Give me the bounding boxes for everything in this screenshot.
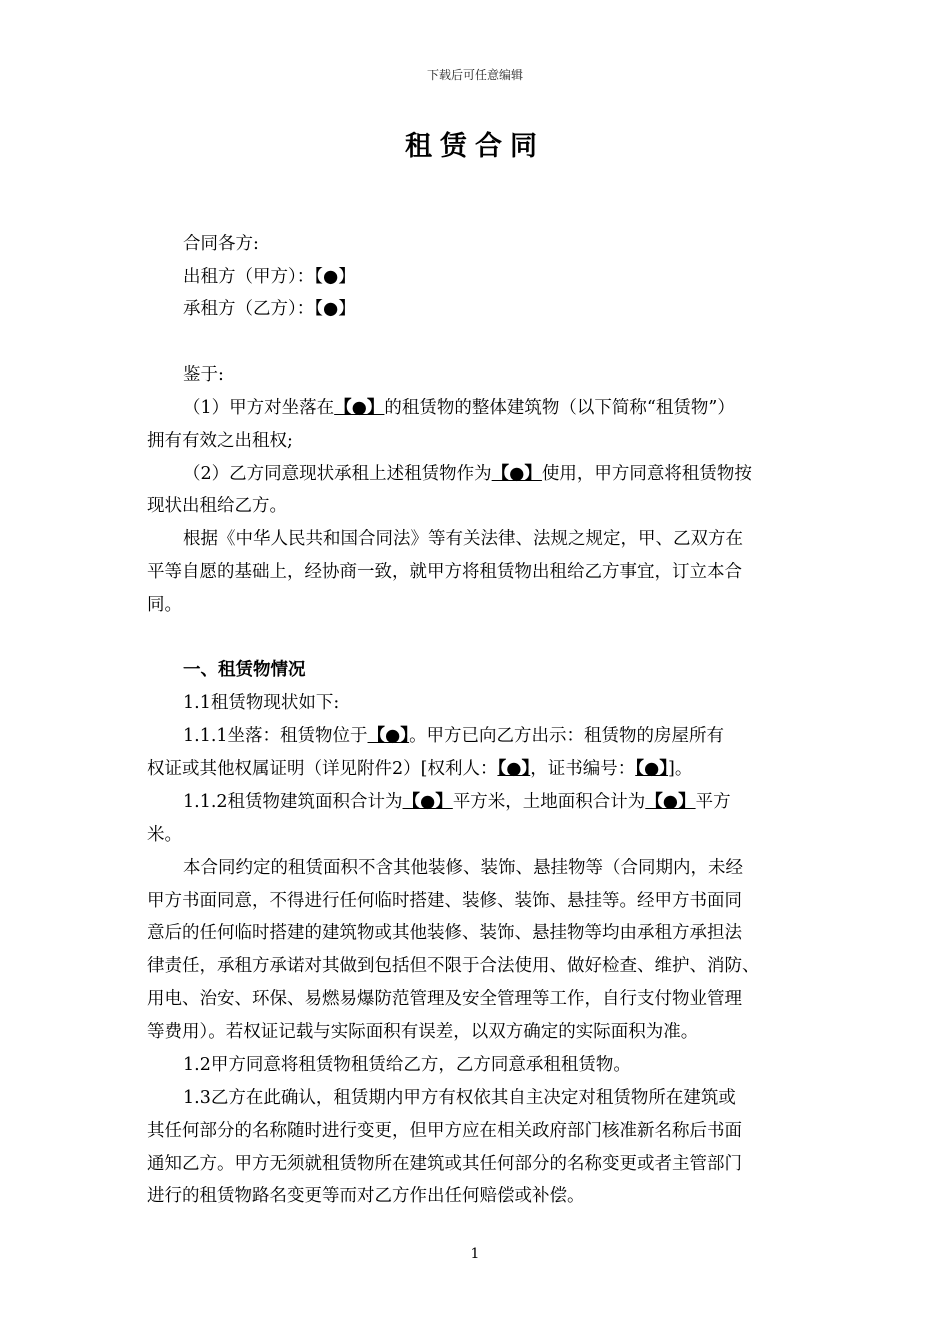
area-para-line: 甲方书面同意，不得进行任何临时搭建、装修、装饰、悬挂等。经甲方书面同 bbox=[147, 891, 742, 911]
recital-3-line-2: 平等自愿的基础上，经协商一致，就甲方将租赁物出租给乙方事宜，订立本合 bbox=[147, 562, 742, 582]
recital-3-line-3: 同。 bbox=[147, 595, 182, 615]
recital-1-line-1: （1）甲方对坐落在【●】的租赁物的整体建筑物（以下简称“租赁物”） bbox=[183, 398, 735, 418]
clause-1-1-1-line-2: 权证或其他权属证明（详见附件2）[权利人：【●】，证书编号：【●】]。 bbox=[147, 759, 693, 779]
page-number: 1 bbox=[470, 1246, 480, 1262]
clause-1-3-line: 其任何部分的名称随时进行变更，但甲方应在相关政府部门核准新名称后书面 bbox=[147, 1121, 742, 1141]
recitals-heading: 鉴于: bbox=[183, 365, 224, 385]
recital-2-line-2: 现状出租给乙方。 bbox=[147, 496, 287, 516]
area-para-line: 用电、治安、环保、易燃易爆防范管理及安全管理等工作，自行支付物业管理 bbox=[147, 989, 742, 1009]
lessee-line: 承租方（乙方）：【●】 bbox=[183, 299, 356, 319]
document-title: 租赁合同 bbox=[405, 131, 545, 162]
clause-1-1-2-line-1: 1.1.2租赁物建筑面积合计为【●】平方米，土地面积合计为【●】平方 bbox=[183, 792, 731, 812]
parties-heading: 合同各方: bbox=[183, 234, 259, 254]
area-para-line: 律责任，承租方承诺对其做到包括但不限于合法使用、做好检查、维护、消防、 bbox=[147, 956, 760, 976]
clause-1-3-line: 1.3乙方在此确认，租赁期内甲方有权依其自主决定对租赁物所在建筑或 bbox=[183, 1088, 736, 1108]
recital-2-line-1: （2）乙方同意现状承租上述租赁物作为【●】使用，甲方同意将租赁物按 bbox=[183, 464, 752, 484]
clause-1-2: 1.2甲方同意将租赁物租赁给乙方，乙方同意承租租赁物。 bbox=[183, 1055, 631, 1075]
lessor-line: 出租方（甲方）：【●】 bbox=[183, 267, 356, 287]
area-para-line: 意后的任何临时搭建的建筑物或其他装修、装饰、悬挂物等均由承租方承担法 bbox=[147, 923, 742, 943]
clause-1-3-line: 进行的租赁物路名变更等而对乙方作出任何赔偿或补偿。 bbox=[147, 1186, 585, 1206]
recital-3-line-1: 根据《中华人民共和国合同法》等有关法律、法规之规定，甲、乙双方在 bbox=[183, 529, 743, 549]
clause-1-1-2-line-2: 米。 bbox=[147, 825, 182, 845]
clause-1-1-1-line-1: 1.1.1坐落：租赁物位于【●】。甲方已向乙方出示：租赁物的房屋所有 bbox=[183, 726, 725, 746]
section-1-heading: 一、租赁物情况 bbox=[183, 660, 306, 680]
page-header: 下载后可任意编辑 bbox=[426, 68, 523, 82]
clause-1-1: 1.1租赁物现状如下: bbox=[183, 693, 340, 713]
recital-1-line-2: 拥有有效之出租权; bbox=[147, 431, 293, 451]
clause-1-3-line: 通知乙方。甲方无须就租赁物所在建筑或其任何部分的名称变更或者主管部门 bbox=[147, 1154, 742, 1174]
area-para-line: 等费用）。若权证记载与实际面积有误差，以双方确定的实际面积为准。 bbox=[147, 1022, 699, 1042]
area-para-line: 本合同约定的租赁面积不含其他装修、装饰、悬挂物等（合同期内，未经 bbox=[183, 858, 743, 878]
